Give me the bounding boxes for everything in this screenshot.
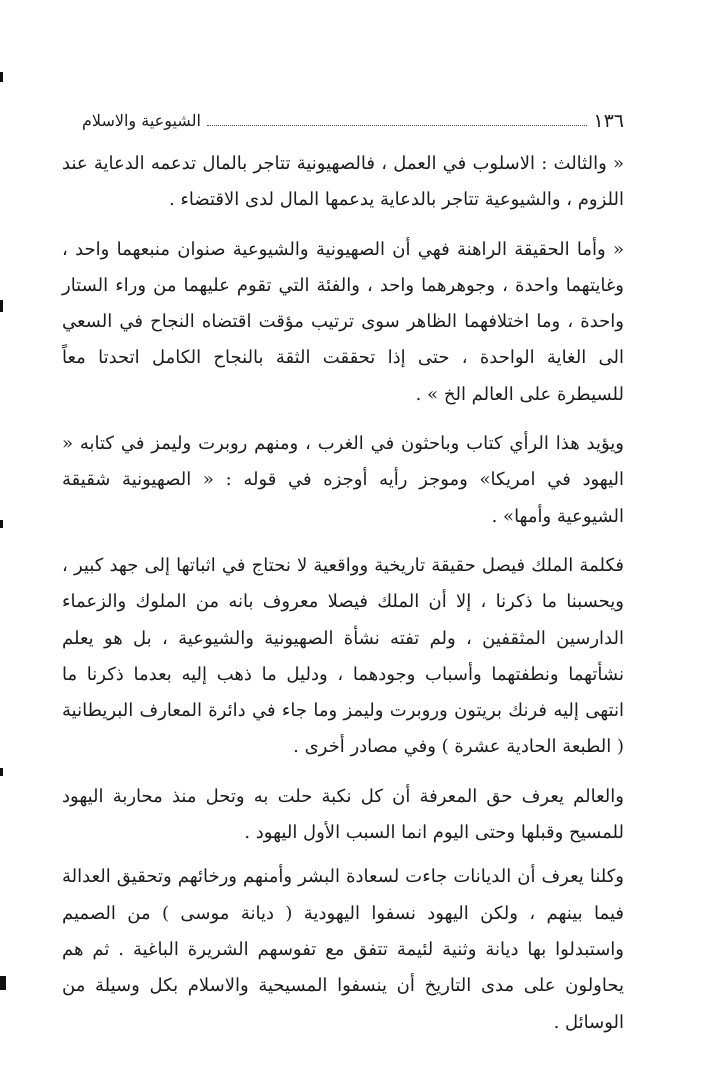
- page-header: [82, 102, 624, 132]
- header-dotted-rule: [207, 125, 587, 126]
- paragraph: ويؤيد هذا الرأي كتاب وباحثون في الغرب ، ومنهم روبرت وليمز في كتابه « اليهود في امريكا» وموجز رأيه أوجزه في قوله : « الصهيونية شقيقة الشيوعية وأمها» .: [62, 433, 624, 527]
- scan-edge-mark: [0, 72, 3, 82]
- page-number: ١٣٦: [593, 110, 624, 132]
- scan-edge-mark: [0, 300, 3, 312]
- paragraph: وكلنا يعرف أن الديانات جاءت لسعادة البشر وأمنهم ورخائهم وتحقيق العدالة فيما بينهم ، ولكن اليهود نسفوا اليهودية ( ديانة موسى ) من الصميم واستبدلوا بها ديانة وثنية لئيمة تتفق مع تفوسهم الشريرة الباغية . ثم هم يحاولون على مدى التاريخ أن ينسفوا المسيحية والاسلام بكل وسيلة من الوسائل .: [62, 866, 624, 1033]
- scan-edge-mark: [0, 976, 6, 990]
- paragraph: « والثالث : الاسلوب في العمل ، فالصهيونية تتاجر بالمال تدعمه الدعاية عند اللزوم ، والشيوعية تتاجر بالدعاية يدعمها المال لدى الاقتضاء .: [62, 153, 624, 211]
- body-text: [62, 146, 624, 1049]
- paragraph: والعالم يعرف حق المعرفة أن كل نكبة حلت به وتحل منذ محاربة اليهود للمسيح وقبلها وحتى اليوم انما السبب الأول اليهود .: [62, 785, 624, 844]
- paragraph: « وأما الحقيقة الراهنة فهي أن الصهيونية والشيوعية صنوان منبعهما واحد ، وغايتهما واحدة ، وجوهرهما واحد ، والفئة التي تقوم عليهما من وراء الستار واحدة ، وما اختلافهما الظاهر سوى ترتيب مؤقت اقتضاه النجاح في السعي الى الغاية الواحدة ، حتى إذا تحققت الثقة بالنجاح الكامل اتحدتا معاً للسيطرة على العالم الخ » .: [62, 238, 624, 405]
- running-title: الشيوعية والاسلام: [82, 111, 201, 130]
- scan-edge-mark: [0, 520, 3, 528]
- scan-edge-mark: [0, 768, 3, 776]
- paragraph: فكلمة الملك فيصل حقيقة تاريخية وواقعية لا نحتاج في اثباتها إلى جهد كبير ، ويحسبنا ما ذكرنا ، إلا أن الملك فيصلا معروف بانه من الملوك والزعماء الدارسين المثقفين ، ولم تفته نشأة الصهيونية والشيوعية ، بل هو يعلم نشأتهما ونطفتهما وأسباب وجودهما ، ودليل ما ذهب إليه بعدما ذكرنا ما انتهى إليه فرنك بريتون وروبرت وليمز وما جاء في دائرة المعارف البريطانية ( الطبعة الحادية عشرة ) وفي مصادر أخرى .: [62, 554, 624, 758]
